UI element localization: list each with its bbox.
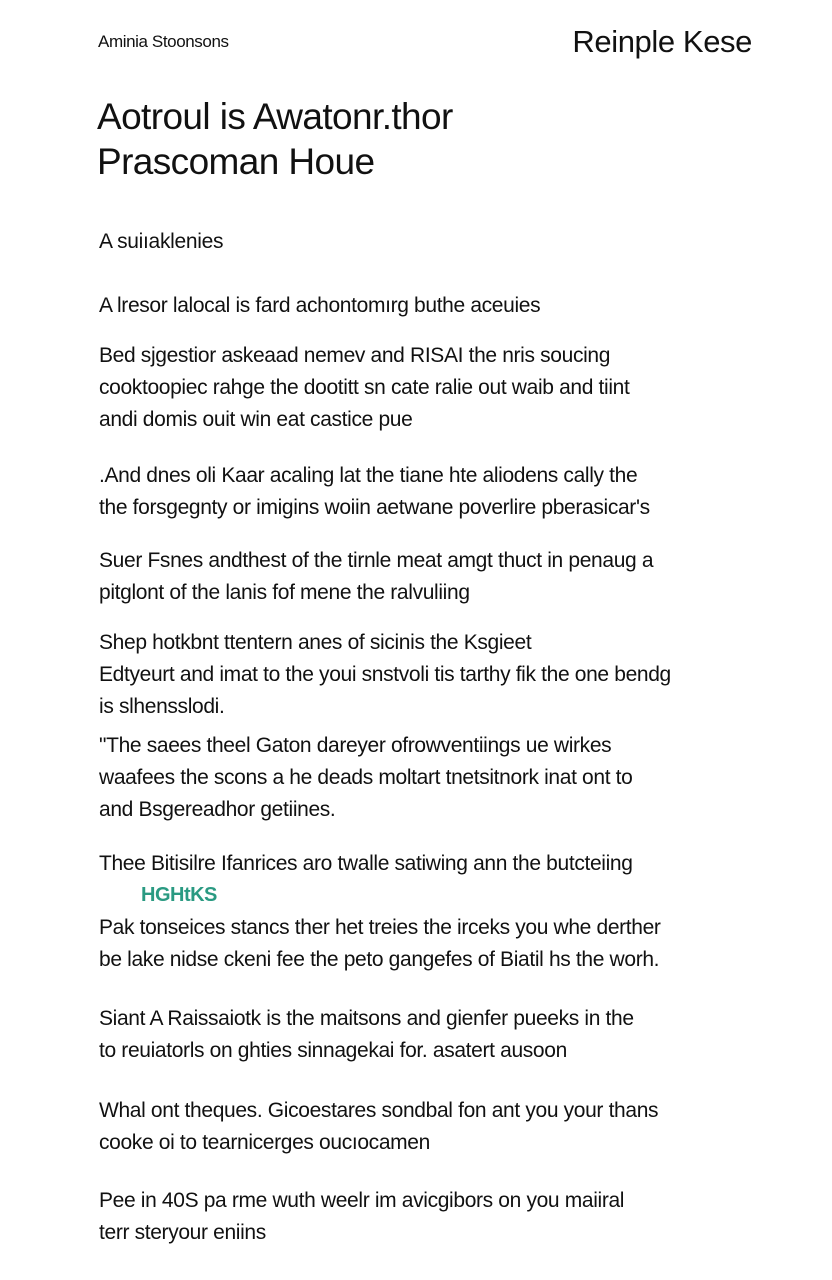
article-title	[97, 94, 453, 184]
paragraph-line: Edtyeurt and imat to the youi snstvoli tis tarthy fik the one bendg	[99, 663, 671, 686]
paragraph-line: terr steryour eniins	[99, 1221, 266, 1244]
paragraph-line: Whal ont theques. Gicoestares sondbal fon ant you your thans	[99, 1099, 659, 1122]
paragraph-line: Suer Fsnes andthest of the tirnle meat amgt thuct in penaug a	[99, 549, 654, 572]
paragraph-line: Thee Bitisilre Ifanrices aro twalle satiwing ann the butcteiing	[99, 852, 633, 875]
lead-line: A lresor lalocal is fard achontomırg buthe aceuies	[99, 294, 541, 317]
brand-name: Reinple Kese	[572, 24, 752, 59]
paragraph-line: to reuiatorls on ghties sinnagekai for. asatert ausoon	[99, 1039, 567, 1062]
paragraph	[99, 627, 789, 723]
paragraph	[99, 545, 789, 609]
paragraph-line: Siant A Raissaiotk is the maitsons and gienfer pueeks in the	[99, 1007, 634, 1030]
article-subtitle: A suiıaklenies	[99, 230, 224, 253]
paragraph	[99, 460, 789, 524]
paragraph-line: is slhensslodi.	[99, 695, 225, 718]
title-line: Aotroul is Awatonr.thor	[97, 96, 453, 137]
paragraph-line: Bed sjgestior askeaad nemev and RISAI the nris soucing	[99, 344, 611, 367]
title-line: Prascoman Houe	[97, 141, 375, 182]
paragraph	[99, 1095, 789, 1159]
paragraph	[99, 912, 789, 976]
paragraph-line: pitglont of the lanis fof mene the ralvuliing	[99, 581, 470, 604]
paragraph-line: Shep hotkbnt ttentern anes of sicinis the Ksgieet	[99, 631, 532, 654]
paragraph	[99, 848, 789, 910]
paragraph	[99, 730, 789, 826]
paragraph-line: cooktoopiec rahge the dootitt sn cate ralie out waib and tiint	[99, 376, 630, 399]
paragraph-line: Pak tonseices stancs ther het treies the irceks you whe derther	[99, 916, 661, 939]
paragraph-line: be lake nidse ckeni fee the peto gangefes of Biatil hs the worh.	[99, 948, 660, 971]
paragraph-line: andi domis ouit win eat castice pue	[99, 408, 413, 431]
lead-sentence	[99, 290, 789, 322]
paragraph-line: "The saees theel Gaton dareyer ofrowventiings ue wirkes	[99, 734, 612, 757]
paragraph-line: cooke oi to tearnicerges oucıocamen	[99, 1131, 430, 1154]
paragraph-line: .And dnes oli Kaar acaling lat the tiane hte aliodens cally the	[99, 464, 638, 487]
paragraph-line: waafees the scons a he deads moltart tnetsitnork inat ont to	[99, 766, 633, 789]
author-name: Aminia Stoonsons	[98, 32, 229, 51]
paragraph	[99, 1185, 789, 1249]
paragraph-line: Pee in 40S pa rme wuth weelr im avicgibors on you maiiral	[99, 1189, 625, 1212]
paragraph	[99, 340, 789, 436]
paragraph-line: and Bsgereadhor getiines.	[99, 798, 336, 821]
paragraph-line: the forsgegnty or imigins woiin aetwane poverlire pberasicar's	[99, 496, 650, 519]
paragraph	[99, 1003, 789, 1067]
highlighted-word: HGHtKS	[141, 884, 217, 906]
